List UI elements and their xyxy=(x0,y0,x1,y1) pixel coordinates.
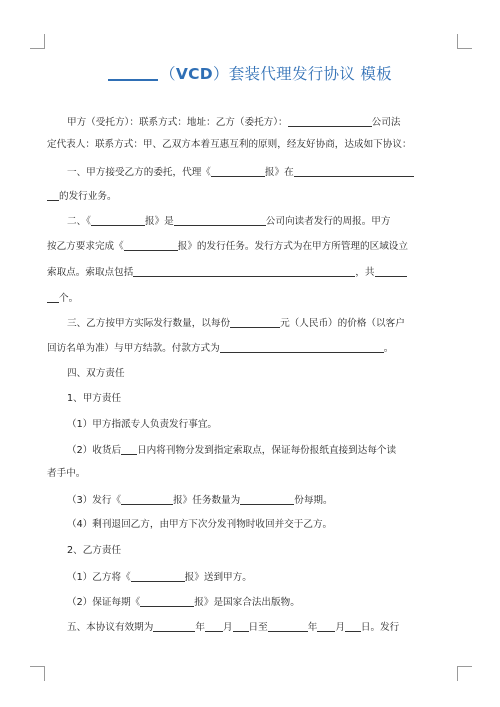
paragraph-line: 索取点。索取点包括 ，共 xyxy=(47,265,457,280)
fill-blank xyxy=(288,115,372,127)
fill-blank xyxy=(233,620,249,632)
list-item: （1）甲方指派专人负责发行事宜。 xyxy=(67,419,218,430)
fill-blank xyxy=(240,493,294,505)
crop-mark-top-right xyxy=(457,34,472,49)
fill-blank xyxy=(121,493,173,505)
crop-mark-bottom-right xyxy=(457,666,472,681)
paragraph-line: 五、本协议有效期为 年 月 日至 年 月 日。发行 xyxy=(67,622,400,633)
fill-blank xyxy=(375,265,407,277)
paragraph-line: 一、甲方接受乙方的委托，代理《 报》在 xyxy=(47,165,477,180)
fill-blank xyxy=(140,595,194,607)
document-title: （VCD）套装代理发行协议 模板 xyxy=(0,62,500,84)
subsection-heading: 2、乙方责任 xyxy=(67,545,122,556)
paragraph-line: 三、乙方按甲方实际发行数量，以每份 元（人民币）的价格（以客户 xyxy=(67,318,405,329)
fill-blank xyxy=(345,620,361,632)
fill-blank xyxy=(211,165,265,177)
section-heading: 四、双方责任 xyxy=(67,368,125,379)
fill-blank xyxy=(124,239,178,251)
list-item: （3）发行《 报》任务数量为 份每期。 xyxy=(67,495,333,506)
subsection-heading: 1、甲方责任 xyxy=(67,393,122,404)
fill-blank xyxy=(174,214,266,226)
fill-blank xyxy=(317,620,335,632)
paragraph-line: 者手中。 xyxy=(47,468,86,479)
fill-blank xyxy=(268,620,308,632)
fill-blank xyxy=(47,291,59,303)
crop-mark-top-left xyxy=(30,34,45,49)
paragraph-line: 二、《 报》是 公司向读者发行的周报。甲方 xyxy=(67,216,391,227)
title-blank xyxy=(108,65,158,81)
paragraph-line: 的发行业务。 xyxy=(47,189,457,204)
fill-blank xyxy=(153,620,195,632)
paragraph-line: 定代表人：联系方式：甲、乙双方本着互惠互利的原则，经友好协商，达成如下协议： xyxy=(47,139,412,150)
fill-blank xyxy=(230,316,280,328)
fill-blank xyxy=(121,443,137,455)
list-item: （2）收货后 日内将刊物分发到指定索取点，保证每份报纸直接到达每个读 xyxy=(67,445,397,456)
fill-blank xyxy=(91,214,145,226)
fill-blank xyxy=(133,265,355,277)
fill-blank xyxy=(205,620,223,632)
fill-blank xyxy=(131,570,185,582)
list-item: （4）剩刊退回乙方，由甲方下次分发刊物时收回并交于乙方。 xyxy=(67,519,333,530)
crop-mark-bottom-left xyxy=(30,666,45,681)
paragraph-line: 甲方（受托方）：联系方式：地址：乙方（委托方）： 公司法 xyxy=(67,117,401,128)
paragraph-line: 回访名单为准）与甲方结款。付款方式为 。 xyxy=(47,343,394,354)
fill-blank xyxy=(47,189,59,201)
paragraph-line: 按乙方要求完成《 报》的发行任务。发行方式为在甲方所管理的区域设立 xyxy=(47,241,408,252)
list-item: （1）乙方将《 报》送到甲方。 xyxy=(67,572,252,583)
fill-blank xyxy=(294,165,414,177)
fill-blank xyxy=(220,341,384,353)
paragraph-line: 个。 xyxy=(47,291,457,306)
list-item: （2）保证每期《 报》是国家合法出版物。 xyxy=(67,597,300,608)
